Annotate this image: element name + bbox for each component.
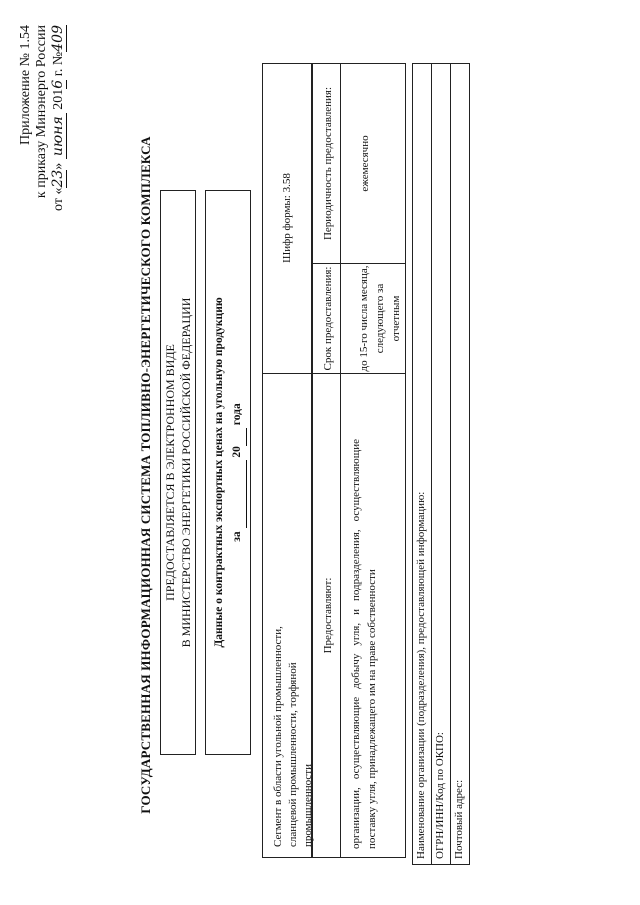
period-blank-month — [228, 460, 247, 528]
appendix-year-digit: 6 — [50, 79, 66, 89]
col-header-submitters: Предоставляют: — [322, 577, 334, 654]
provided-box — [160, 190, 196, 755]
appendix-line-1: Приложение № 1.54 — [18, 25, 33, 145]
col-header-frequency: Периодичность предоставления: — [322, 86, 334, 241]
form-title: Данные о контрактных экспортных ценах на угольную продукцию — [213, 297, 225, 648]
postal-address-label: Почтовый адрес: — [453, 779, 465, 859]
period-blank-year — [228, 428, 247, 446]
appendix-date-line: от «23» июня 2016 г. №409 — [50, 25, 66, 211]
provided-line-1: ПРЕДОСТАВЛЯЕТСЯ В ЭЛЕКТРОННОМ ВИДЕ — [163, 344, 177, 601]
submission-table — [312, 63, 406, 858]
main-title: ГОСУДАРСТВЕННАЯ ИНФОРМАЦИОННАЯ СИСТЕМА ТОПЛИВНО-ЭНЕРГЕТИЧЕСКОГО КОМПЛЕКСА — [138, 136, 153, 814]
form-cipher: Шифр формы: 3.58 — [281, 173, 293, 263]
appendix-month: июня — [50, 113, 67, 159]
form-period: за 20 года — [228, 191, 247, 754]
provided-line-2: В МИНИСТЕРСТВО ЭНЕРГЕТИКИ РОССИЙСКОЙ ФЕДЕРАЦИИ — [179, 297, 193, 648]
org-name-label: Наименование организации (подразделения), предоставляющей информацию: — [415, 491, 427, 859]
appendix-order-number: 409 — [50, 25, 66, 52]
form-title-box — [205, 190, 251, 755]
appendix-day: 23 — [50, 169, 66, 188]
appendix-line-2: к приказу Минэнерго России — [34, 25, 49, 199]
frequency-value: ежемесячно — [359, 135, 371, 192]
deadline-value: до 15-го числа месяца, следующего за отчетным — [358, 265, 402, 372]
segment-row — [262, 63, 312, 858]
segment-divider — [263, 373, 311, 374]
ogrn-label: ОГРН/ИНН/Код по ОКПО: — [434, 732, 446, 859]
respondent-block — [412, 63, 470, 865]
segment-text: Сегмент в области угольной промышленности, сланцевой промышленности, торфяной промышленности — [272, 626, 314, 847]
submitters-value: организации, осуществляющие добычу угля, и подразделения, осуществляющие поставку угля, принадлежащего им на праве собственности — [350, 439, 378, 849]
appendix-block — [18, 25, 67, 285]
col-header-deadline: Срок предоставления: — [322, 266, 334, 371]
